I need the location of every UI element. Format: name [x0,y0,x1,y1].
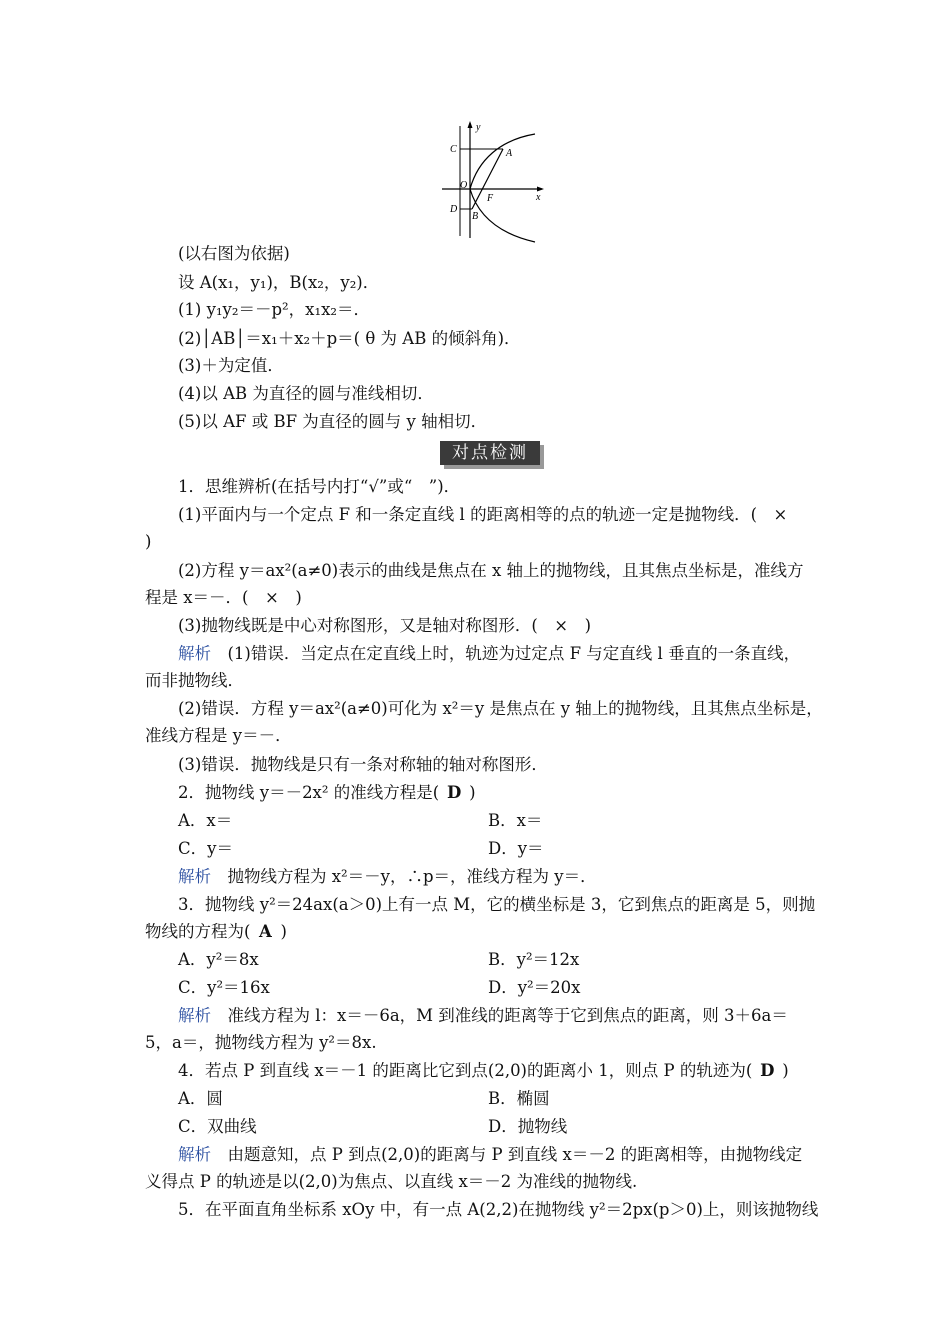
q1-explanation-1a-text: (1)错误．当定点在定直线上时，轨迹为过定点 F 与定直线 l 垂直的一条直线， [227,644,801,663]
q4-jiexi-label: 解析 [178,1145,211,1164]
q4-option-d: D．抛物线 [488,1117,568,1136]
intro-prop-3: (3)＋为定值． [178,356,284,375]
q3-jiexi-label: 解析 [178,1006,211,1025]
q4-option-b: B．椭圆 [488,1089,550,1108]
q1-statement-2b: 程是 x＝－．( × ) [145,588,302,607]
q1-statement-2a: (2)方程 y＝ax²(a≠0)表示的曲线是焦点在 x 轴上的抛物线，且其焦点坐标是，准线方 [178,561,804,580]
q4-stem [178,1059,789,1083]
q1-explanation-2a: (2)错误．方程 y＝ax²(a≠0)可化为 x²＝y 是焦点在 y 轴上的抛物线，且其焦点坐标是， [178,699,823,718]
q2-close-paren: ) [469,783,476,802]
intro-prop-2: (2)│AB│＝x₁＋x₂＋p＝( θ 为 AB 的倾斜角)． [178,329,521,348]
q2-answer: D [447,783,462,802]
label-c: C [450,144,457,155]
q2-stem [178,781,476,805]
q2-explanation [178,865,597,889]
q3-answer: A [259,922,272,941]
label-y: y [476,122,481,133]
q4-stem-text: 4．若点 P 到直线 x＝－1 的距离比它到点(2,0)的距离小 1，则点 P 的轨迹为( [178,1061,753,1080]
q3-option-c: C．y²＝16x [178,978,270,997]
x-axis-arrow [537,187,544,192]
q4-close-paren: ) [782,1061,789,1080]
q2-option-d: D．y＝ [488,839,544,858]
label-d: D [450,204,458,215]
label-f: F [487,193,494,204]
q3-explanation-b: 5，a＝，抛物线方程为 y²＝8x. [145,1033,377,1052]
intro-prop-5: (5)以 AF 或 BF 为直径的圆与 y 轴相切． [178,412,488,431]
intro-prop-4: (4)以 AB 为直径的圆与准线相切． [178,384,434,403]
intro-basis: (以右图为依据) [178,244,290,263]
q1-jiexi-label: 解析 [178,644,211,663]
q3-stem-a: 3．抛物线 y²＝24ax(a＞0)上有一点 M，它的横坐标是 3，它到焦点的距离是 5，则抛 [178,895,816,914]
q1-statement-3: (3)抛物线既是中心对称图形，又是轴对称图形．( × ) [178,616,592,635]
section-title: 对点检测 [440,441,540,465]
q3-explanation-a-text: 准线方程为 l：x＝－6a，M 到准线的距离等于它到焦点的距离，则 3＋6a＝ [227,1006,788,1025]
q1-explanation-1a [178,642,800,666]
q1-explanation-2b: 准线方程是 y＝－． [145,726,292,745]
q2-jiexi-label: 解析 [178,867,211,886]
parabola-focal-chord-figure [440,118,550,243]
q1-stem: 1．思维辨析(在括号内打“√”或“ ”)． [178,477,461,496]
y-axis-arrow [468,121,473,128]
q3-option-b: B．y²＝12x [488,950,580,969]
q2-option-b: B．x＝ [488,811,543,830]
q2-option-c: C．y＝ [178,839,233,858]
q3-stem-b-text: 物线的方程为( [145,922,251,941]
q2-explanation-text: 抛物线方程为 x²＝－y，∴p＝，准线方程为 y＝． [227,867,597,886]
q2-option-a: A．x＝ [178,811,233,830]
label-o: O [460,180,468,191]
intro-prop-1: (1) y₁y₂＝－p²，x₁x₂＝． [178,300,371,319]
q5-stem: 5．在平面直角坐标系 xOy 中，有一点 A(2,2)在抛物线 y²＝2px(p＞0)上，则该抛物线 [178,1200,819,1219]
q3-explanation-a [178,1004,788,1028]
q1-explanation-3: (3)错误．抛物线是只有一条对称轴的轴对称图形． [178,755,548,774]
q4-answer: D [760,1061,775,1080]
label-a: A [506,148,513,159]
q1-explanation-1b: 而非抛物线． [145,671,244,690]
q3-option-a: A．y²＝8x [178,950,259,969]
q1-statement-1b: ) [145,532,152,551]
q1-statement-1a: (1)平面内与一个定点 F 和一条定直线 l 的距离相等的点的轨迹一定是抛物线．( × [178,505,788,524]
q3-close-paren: ) [280,922,287,941]
label-b: B [472,211,479,222]
label-x: x [536,192,541,203]
intro-set-ab: 设 A(x₁，y₁)，B(x₂，y₂)． [178,273,380,292]
q4-option-c: C．双曲线 [178,1117,257,1136]
q4-option-a: A．圆 [178,1089,223,1108]
q4-explanation-a-text: 由题意知，点 P 到点(2,0)的距离与 P 到直线 x＝－2 的距离相等，由抛物线定 [227,1145,803,1164]
q4-explanation-a [178,1143,802,1167]
q3-option-d: D．y²＝20x [488,978,581,997]
q4-explanation-b: 义得点 P 的轨迹是以(2,0)为焦点、以直线 x＝－2 为准线的抛物线. [145,1172,638,1191]
q3-stem-b [145,920,287,944]
q2-stem-text: 2．抛物线 y＝－2x² 的准线方程是( [178,783,440,802]
